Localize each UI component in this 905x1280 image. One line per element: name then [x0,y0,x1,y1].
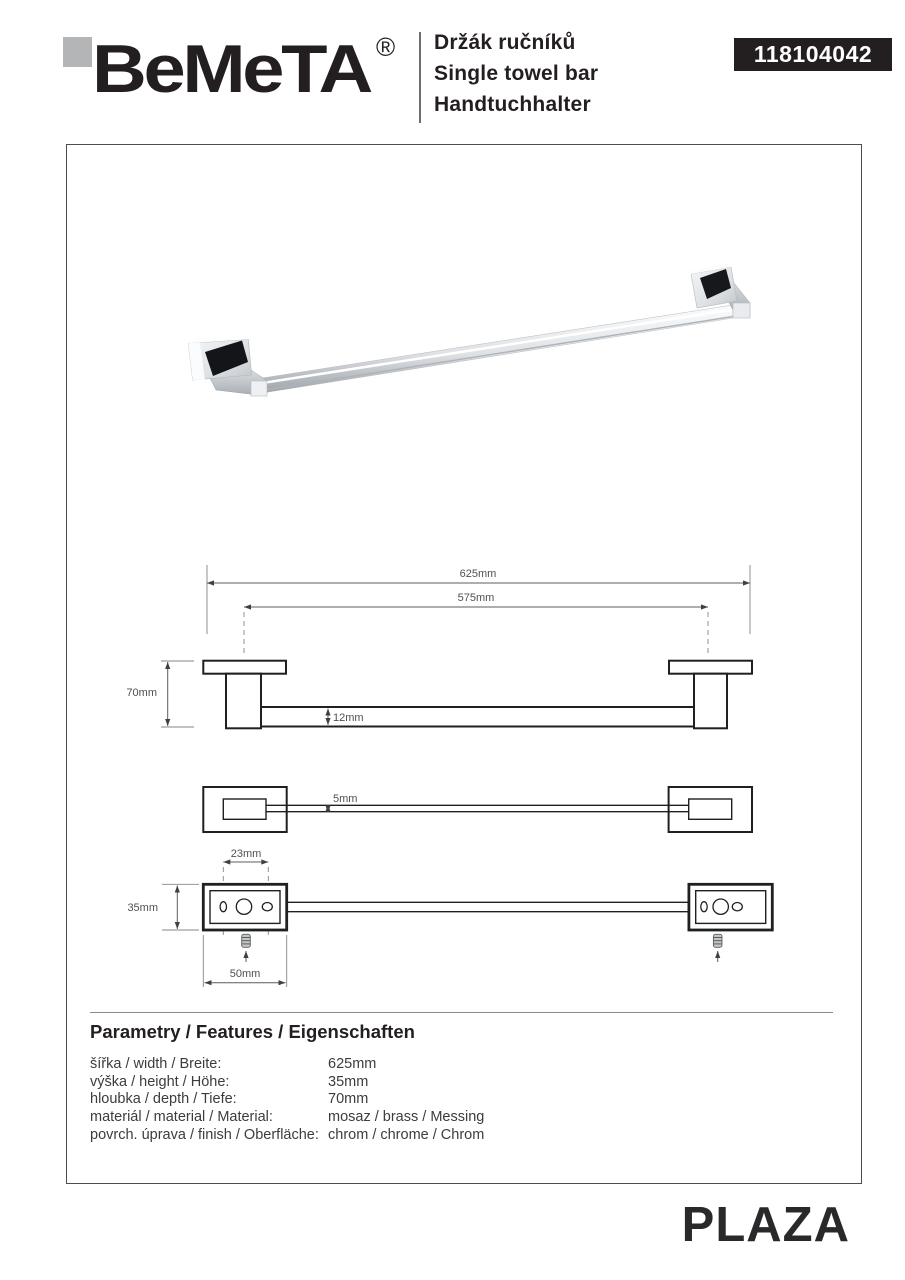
product-title-de: Handtuchhalter [434,93,591,116]
screw-icon [242,934,251,947]
screw-icon [713,934,722,947]
parameters-heading: Parametry / Features / Eigenschaften [90,1021,415,1042]
tech-drawing [66,545,856,1003]
dim-label-625: 625mm [459,568,497,580]
param-value: 35mm [328,1073,369,1090]
chrome-bar [256,305,733,394]
dim-label-35: 35mm [127,902,158,914]
param-label: šířka / width / Breite: [90,1056,222,1072]
top-view [203,787,752,832]
product-title-cs: Držák ručníků [434,31,576,54]
parameters-table [90,1056,484,1145]
dim-label-575: 575mm [457,592,495,604]
product-code: 118104042 [753,41,873,67]
header-divider [419,32,421,123]
param-label: hloubka / depth / Tiefe: [90,1091,237,1108]
param-label: povrch. úprava / finish / Oberfläche: [90,1126,319,1143]
dim-label-23: 23mm [230,848,262,860]
param-label: materiál / material / Material: [90,1109,273,1126]
param-value: 70mm [328,1091,369,1108]
series-name: PLAZA [681,1198,850,1252]
brand-logo [92,28,412,108]
registered-mark-icon: ® [376,32,396,62]
logo-square [63,37,92,67]
product-code-badge [734,38,892,71]
front-view [126,565,752,728]
param-value: 625mm [328,1056,377,1072]
parameters-divider [90,1012,833,1013]
dim-label-50: 50mm [229,968,261,980]
param-value: mosaz / brass / Messing [328,1109,485,1126]
param-value: chrom / chrome / Chrom [328,1126,485,1143]
param-label: výška / height / Höhe: [90,1073,230,1090]
param-row-depth [90,1091,484,1109]
param-row-width [90,1056,484,1074]
dim-label-12: 12mm [333,712,364,724]
left-bracket [187,336,267,397]
product-photo [150,238,800,453]
dim-label-70: 70mm [126,687,157,699]
dim-label-5: 5mm [333,793,358,805]
brand-wordmark: BeMeTA [92,31,373,107]
plate-view [127,848,772,987]
product-title-en: Single towel bar [434,62,599,85]
product-titles [434,27,598,120]
param-row-finish [90,1127,484,1145]
param-row-height [90,1074,484,1092]
param-row-material [90,1109,484,1127]
